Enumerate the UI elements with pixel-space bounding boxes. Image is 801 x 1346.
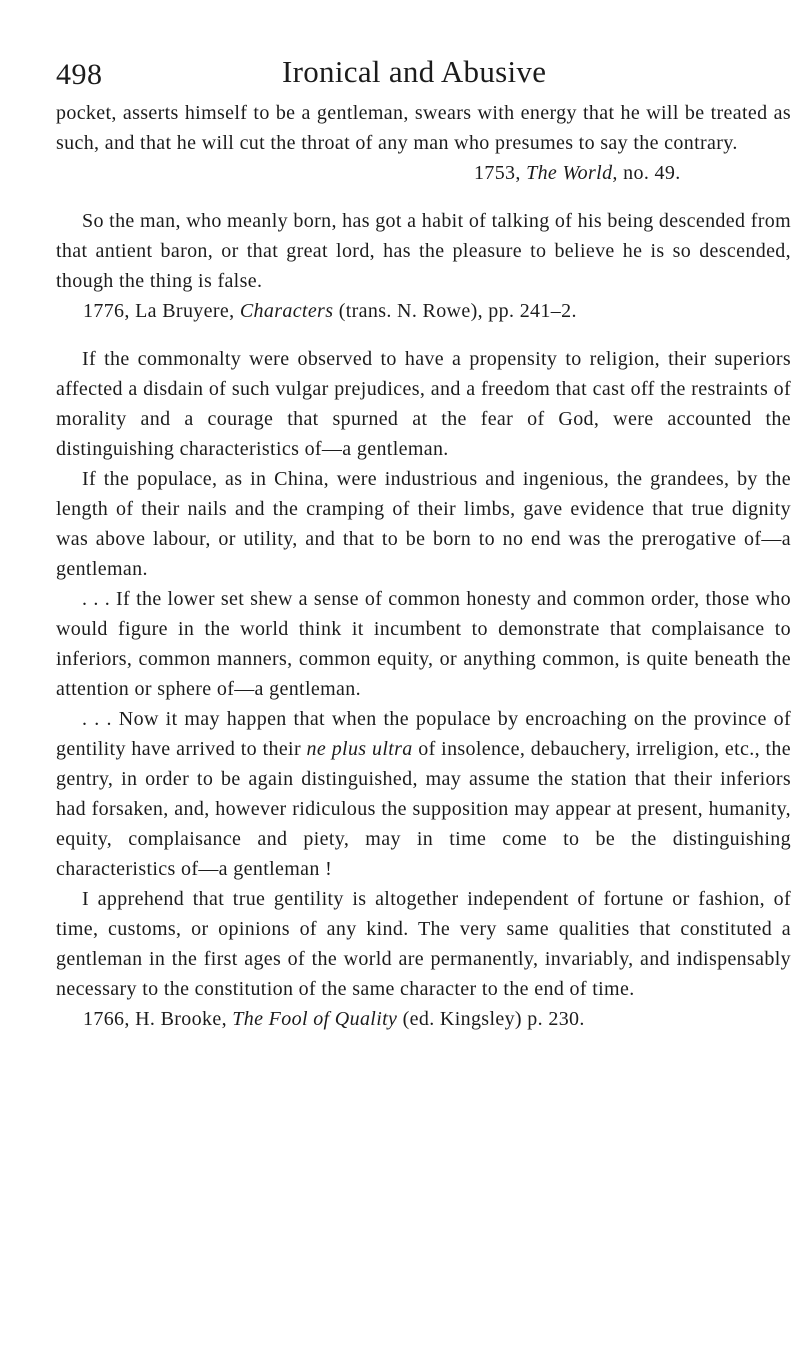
quotation-paragraph: So the man, who meanly born, has got a habit of talking of his being descended from that antient baron, or that great lord, has the pleasure to believe he is so descended, though the thing is false.: [56, 210, 791, 292]
book-page: [56, 54, 791, 1034]
paragraph-text: . . . Now it may happen that when the populace by encroaching on the province of gentility have arrived to their: [56, 708, 791, 760]
citation: [56, 1004, 791, 1034]
citation-title: The World,: [526, 162, 618, 184]
citation-title: The Fool of Quality: [232, 1008, 398, 1030]
citation-year: 1766, H. Brooke,: [83, 1008, 227, 1030]
quotation-paragraph: [56, 704, 791, 884]
quotation-paragraph: If the populace, as in China, were industrious and ingenious, the grandees, by the length of their nails and the cramping of their limbs, gave evidence that true dignity was above labour, or utility, and that to be born to no end was the prerogative of—a gentleman.: [56, 468, 791, 580]
citation: [56, 296, 791, 326]
page-number: 498: [56, 58, 103, 91]
citation: [56, 158, 791, 188]
latin-phrase: ne plus ultra: [306, 738, 413, 760]
body-text: [56, 98, 791, 1034]
citation-detail: (trans. N. Rowe), pp. 241–2.: [338, 300, 577, 322]
citation-title: Characters: [239, 300, 334, 322]
paragraph-text: of insolence, debauchery, irreligion, etc., the gentry, in order to be again distinguished, may assume the station that their inferiors had forsaken, and, however ridiculous the supposition may appear at present, humanity, equity, complaisance and piety, may in time come to be the distinguishing characteristics of—a gentleman !: [56, 738, 791, 880]
running-title: Ironical and Abusive: [282, 54, 547, 89]
quotation-paragraph: pocket, asserts himself to be a gentleman, swears with energy that he will be treated as such, and that he will cut the throat of any man who presumes to say the contrary.: [56, 102, 791, 154]
citation-detail: no. 49.: [623, 162, 681, 184]
quotation-paragraph: If the commonalty were observed to have a propensity to religion, their superiors affected a disdain of such vulgar prejudices, and a freedom that cast off the restraints of morality and a courage that spurned at the fear of God, were accounted the distinguishing characteristics of—a gentleman.: [56, 348, 791, 460]
quotation-paragraph: I apprehend that true gentility is altogether independent of fortune or fashion, of time, customs, or opinions of any kind. The very same qualities that constituted a gentleman in the first ages of the world are permanently, invariably, and indispensably necessary to the constitution of the same character to the end of time.: [56, 888, 791, 1000]
quotation-paragraph: . . . If the lower set shew a sense of common honesty and common order, those who would figure in the world think it incumbent to demonstrate that complaisance to inferiors, common manners, common equity, or anything common, is quite beneath the attention or sphere of—a gentleman.: [56, 588, 791, 700]
running-head: [56, 54, 791, 98]
citation-year: 1753,: [474, 162, 521, 184]
citation-year: 1776, La Bruyere,: [83, 300, 235, 322]
citation-detail: (ed. Kingsley) p. 230.: [402, 1008, 585, 1030]
